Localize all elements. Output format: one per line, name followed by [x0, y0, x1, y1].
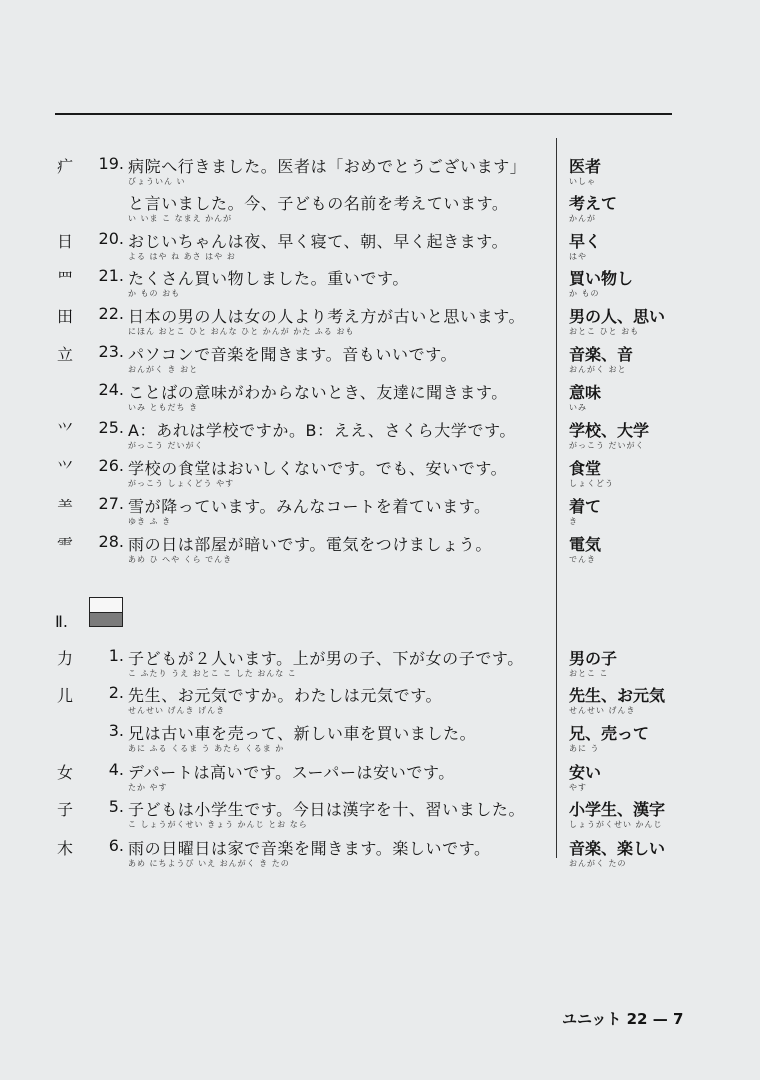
item-number: 22.	[98, 304, 124, 323]
answer: 安い	[569, 763, 602, 782]
sentence: A：あれは学校ですか。B：ええ、さくら大学です。	[128, 421, 517, 440]
answer-furigana: おんがく おと	[569, 365, 627, 374]
exercise-row-19	[0, 152, 760, 192]
tone-swatch	[89, 597, 123, 627]
exercise-row-s2-3	[0, 719, 760, 759]
answer-furigana: かんが	[569, 214, 596, 223]
exercise-row-26	[0, 454, 760, 494]
tone-swatch-dark	[90, 613, 122, 626]
sentence: 子どもが２人います。上が男の子、下が女の子です。	[128, 649, 524, 668]
answer-furigana: でんき	[569, 555, 596, 564]
sentence: 日本の男の人は女の人より考え方が古いと思います。	[128, 307, 526, 326]
answer-furigana: おんがく たの	[569, 859, 627, 868]
item-number: 5.	[108, 797, 124, 816]
sentence-furigana: あに ふる くるま う あたら くるま か	[128, 744, 285, 753]
sentence-furigana: にほん おとこ ひと おんな ひと かんが かた ふる おも	[128, 327, 355, 336]
sentence: デパートは高いです。スーパーは安いです。	[128, 763, 455, 782]
answer: 買い物し	[569, 269, 634, 288]
sentence: 学校の食堂はおいしくないです。でも、安いです。	[128, 459, 508, 478]
answer: 食堂	[569, 459, 602, 478]
radical: 日	[56, 232, 73, 251]
radical: 女	[56, 763, 73, 782]
sentence-furigana: あめ にちようび いえ おんがく き たの	[128, 859, 290, 868]
answer-furigana: しょくどう	[569, 479, 614, 488]
exercise-row-s2-4	[0, 758, 760, 798]
sentence-furigana: よる はや ね あさ はや お	[128, 252, 236, 261]
item-number: 2.	[108, 683, 124, 702]
exercise-row-20	[0, 227, 760, 267]
radical: 儿	[56, 686, 73, 705]
item-number: 27.	[98, 494, 124, 513]
sentence: 子どもは小学生です。今日は漢字を十、習いました。	[128, 800, 526, 819]
answer: 男の人、思い	[569, 307, 666, 326]
item-number: 28.	[98, 532, 124, 551]
exercise-row-s2-2	[0, 681, 760, 721]
radical: 木	[56, 839, 73, 858]
answer: 考えて	[569, 194, 618, 213]
answer-furigana: か もの	[569, 289, 600, 298]
sentence-furigana: いみ ともだち き	[128, 403, 199, 412]
radical: 子	[56, 800, 73, 819]
item-number: 26.	[98, 456, 124, 475]
item-number: 24.	[98, 380, 124, 399]
exercise-row-25	[0, 416, 760, 456]
item-number: 20.	[98, 229, 124, 248]
exercise-row-s2-6	[0, 834, 760, 874]
sentence-furigana: がっこう だいがく	[128, 441, 204, 450]
sentence-furigana: ゆき ふ き	[128, 517, 172, 526]
exercise-row-19-cont	[0, 189, 760, 229]
sentence: 先生、お元気ですか。わたしは元気です。	[128, 686, 443, 705]
answer: 音楽、楽しい	[569, 839, 666, 858]
answer: 音楽、音	[569, 345, 634, 364]
item-number: 19.	[98, 154, 124, 173]
item-number: 1.	[108, 646, 124, 665]
sentence-furigana: こ しょうがくせい きょう かんじ とお なら	[128, 820, 308, 829]
exercise-row-27	[0, 492, 760, 532]
sentence: 雪が降っています。みんなコートを着ています。	[128, 497, 491, 516]
exercise-row-s2-5	[0, 795, 760, 835]
sentence-furigana: か もの おも	[128, 289, 181, 298]
answer-furigana: やす	[569, 783, 587, 792]
sentence: 病院へ行きました。医者は「おめでとうございます」	[128, 157, 527, 176]
sentence-furigana: たか やす	[128, 783, 168, 792]
exercise-row-21	[0, 264, 760, 304]
sentence-furigana: がっこう しょくどう やす	[128, 479, 235, 488]
answer-furigana: き	[569, 517, 578, 526]
sentence-furigana: こ ふたり うえ おとこ こ した おんな こ	[128, 669, 297, 678]
exercise-row-24	[0, 378, 760, 418]
answer-furigana: あに う	[569, 744, 600, 753]
answer: 医者	[569, 157, 602, 176]
answer-furigana: がっこう だいがく	[569, 441, 645, 450]
exercise-row-22	[0, 302, 760, 342]
exercise-row-23	[0, 340, 760, 380]
answer: 学校、大学	[569, 421, 650, 440]
radical: 力	[56, 649, 73, 668]
sentence: たくさん買い物しました。重いです。	[128, 269, 409, 288]
sentence: 兄は古い車を売って、新しい車を買いました。	[128, 724, 477, 743]
radical: 疒	[56, 157, 73, 176]
sentence-furigana: せんせい げんき げんき	[128, 706, 226, 715]
sentence: ことばの意味がわからないとき、友達に聞きます。	[128, 383, 508, 402]
radical: 立	[56, 345, 73, 364]
answer: 先生、お元気	[569, 686, 666, 705]
section-2-label: Ⅱ.	[55, 612, 68, 631]
answer: 小学生、漢字	[569, 800, 666, 819]
radical: ⺍	[56, 421, 73, 440]
answer-furigana: せんせい げんき	[569, 706, 636, 715]
tone-swatch-light	[90, 598, 122, 613]
sentence: パソコンで音楽を聞きます。音もいいです。	[128, 345, 458, 364]
item-number: 25.	[98, 418, 124, 437]
answer-furigana: いしゃ	[569, 177, 596, 186]
sentence: と言いました。今、子どもの名前を考えています。	[128, 194, 509, 213]
exercise-row-s2-1	[0, 644, 760, 684]
answer: 着て	[569, 497, 602, 516]
answer: 男の子	[569, 649, 618, 668]
sentence-furigana: あめ ひ へや くら でんき	[128, 555, 233, 564]
item-number: 4.	[108, 760, 124, 779]
answer-furigana: いみ	[569, 403, 587, 412]
answer: 早く	[569, 232, 602, 251]
item-number: 6.	[108, 836, 124, 855]
sentence: おじいちゃんは夜、早く寝て、朝、早く起きます。	[128, 232, 509, 251]
page-footer: ユニット 22 — 7	[562, 1010, 684, 1028]
answer-furigana: おとこ ひと おも	[569, 327, 640, 336]
item-number: 23.	[98, 342, 124, 361]
item-number: 21.	[98, 266, 124, 285]
top-rule	[55, 113, 672, 115]
item-number: 3.	[108, 721, 124, 740]
sentence-furigana: びょういん い	[128, 177, 186, 186]
radical: ⺍	[56, 459, 73, 478]
sentence-furigana: おんがく き おと	[128, 365, 199, 374]
radical: 田	[56, 307, 73, 326]
answer-furigana: はや	[569, 252, 587, 261]
answer-furigana: しょうがくせい かんじ	[569, 820, 663, 829]
answer: 意味	[569, 383, 602, 402]
sentence: 雨の日は部屋が暗いです。電気をつけましょう。	[128, 535, 492, 554]
sentence: 雨の日曜日は家で音楽を聞きます。楽しいです。	[128, 839, 491, 858]
answer: 電気	[569, 535, 602, 554]
radical: ⺷	[56, 497, 73, 516]
radical: 罒	[56, 269, 73, 288]
radical: ⻗	[56, 535, 73, 554]
answer: 兄、売って	[569, 724, 650, 743]
sentence-furigana: い いま こ なまえ かんが	[128, 214, 233, 223]
exercise-row-28	[0, 530, 760, 570]
answer-furigana: おとこ こ	[569, 669, 609, 678]
